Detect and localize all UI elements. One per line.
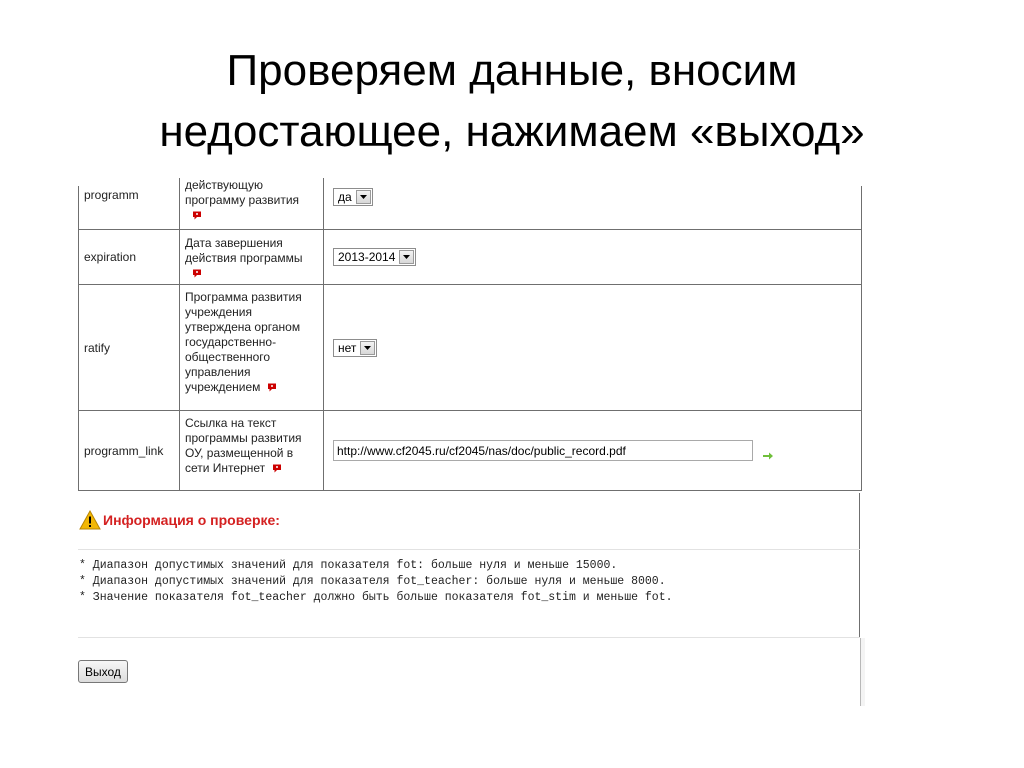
programm-select[interactable]	[333, 188, 373, 206]
form-row-expiration	[79, 230, 861, 285]
check-message: * Значение показателя fot_teacher должно быть больше показателя fot_stim и меньше fot.	[79, 591, 673, 604]
help-icon[interactable]	[272, 464, 282, 473]
check-info-title: Информация о проверке:	[103, 512, 280, 528]
help-icon[interactable]	[192, 211, 202, 220]
form-row-programm-link	[79, 411, 861, 491]
check-info-messages	[78, 549, 860, 638]
form-screenshot	[78, 178, 865, 706]
field-description-text: Ссылка на текст программы развития ОУ, размещенной в сети Интернет	[185, 416, 302, 475]
check-info-panel	[78, 493, 860, 638]
field-description	[179, 178, 324, 229]
go-arrow-icon[interactable]	[763, 447, 773, 455]
field-value	[324, 411, 861, 490]
slide-title	[0, 40, 1024, 162]
form-row-programm	[79, 178, 861, 230]
check-message: * Диапазон допустимых значений для показателя fot: больше нуля и меньше 15000.	[79, 559, 618, 572]
field-description	[179, 230, 324, 284]
form-grid	[78, 178, 862, 491]
field-description	[179, 411, 324, 490]
chevron-down-icon[interactable]	[399, 250, 414, 264]
field-value	[324, 230, 861, 284]
slide-title-line-2: недостающее, нажимаем «выход»	[159, 107, 865, 156]
exit-button[interactable]: Выход	[78, 660, 128, 683]
chevron-down-icon[interactable]	[360, 341, 375, 355]
field-code: programm_link	[84, 443, 164, 458]
form-row-ratify	[79, 285, 861, 411]
field-description-text: Дата завершения действия программы	[185, 236, 303, 265]
check-message: * Диапазон допустимых значений для показателя fot_teacher: больше нуля и меньше 8000.	[79, 575, 666, 588]
field-value	[324, 285, 861, 410]
field-description-text: действующую программу развития	[185, 178, 300, 207]
help-icon[interactable]	[192, 269, 202, 278]
scrollbar-edge	[860, 638, 865, 706]
warning-icon	[79, 510, 101, 530]
field-description	[179, 285, 324, 410]
help-icon[interactable]	[267, 383, 277, 392]
field-code: ratify	[84, 340, 111, 355]
select-value: нет	[338, 340, 357, 355]
field-code: expiration	[84, 250, 137, 264]
ratify-select[interactable]	[333, 339, 377, 357]
field-value	[324, 184, 861, 229]
slide-title-line-1: Проверяем данные, вносим	[226, 46, 798, 95]
field-code: programm	[84, 188, 139, 202]
expiration-select[interactable]	[333, 248, 416, 266]
programm-link-input[interactable]	[333, 440, 753, 461]
select-value: 2013-2014	[338, 250, 396, 264]
select-value: да	[338, 190, 352, 204]
field-description-text: Программа развития учреждения утверждена органом государственно-общественного управления учреждением	[185, 290, 302, 394]
check-info-heading	[79, 510, 280, 530]
chevron-down-icon[interactable]	[356, 190, 371, 204]
